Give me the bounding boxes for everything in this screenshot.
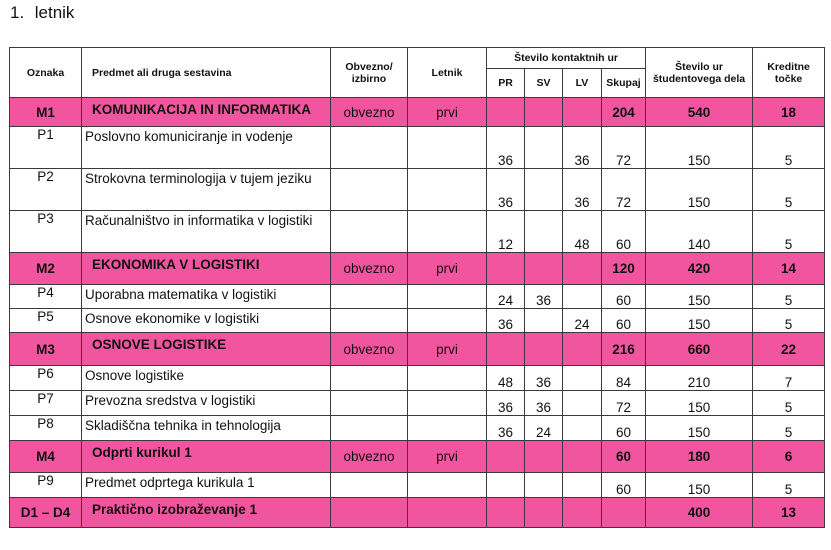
row-total: 60: [602, 416, 646, 441]
row-sv: 36: [525, 391, 563, 416]
header-total: Skupaj: [602, 69, 646, 98]
row-student-hours: 150: [646, 309, 753, 333]
row-total: [602, 498, 646, 528]
row-credits: 5: [753, 285, 825, 309]
header-type: Obvezno/ izbirno: [331, 48, 408, 98]
row-year: [408, 391, 487, 416]
section-heading: [10, 3, 74, 23]
row-total: 60: [602, 211, 646, 253]
row-credits: 5: [753, 127, 825, 169]
row-code: P3: [10, 211, 82, 253]
row-total: 60: [602, 441, 646, 473]
row-pr: [487, 498, 525, 528]
row-code: P7: [10, 391, 82, 416]
row-student-hours: 420: [646, 253, 753, 285]
row-sv: [525, 169, 563, 211]
row-credits: 5: [753, 309, 825, 333]
row-pr: 36: [487, 127, 525, 169]
row-total: 204: [602, 98, 646, 127]
row-sv: [525, 309, 563, 333]
subject-row: [10, 285, 825, 309]
row-pr: 24: [487, 285, 525, 309]
row-type: obvezno: [331, 98, 408, 127]
row-name: Praktično izobraževanje 1: [82, 498, 331, 528]
row-pr: [487, 253, 525, 285]
row-pr: 36: [487, 391, 525, 416]
subject-row: [10, 169, 825, 211]
row-sv: 36: [525, 285, 563, 309]
row-total: 72: [602, 169, 646, 211]
row-pr: 12: [487, 211, 525, 253]
row-sv: [525, 211, 563, 253]
row-lv: [563, 366, 602, 391]
row-year: [408, 127, 487, 169]
row-name: Predmet odprtega kurikula 1: [82, 473, 331, 498]
row-pr: 36: [487, 309, 525, 333]
row-lv: [563, 416, 602, 441]
row-type: [331, 127, 408, 169]
row-lv: [563, 441, 602, 473]
row-student-hours: 150: [646, 391, 753, 416]
row-lv: [563, 253, 602, 285]
row-student-hours: 150: [646, 127, 753, 169]
row-code: P9: [10, 473, 82, 498]
row-student-hours: 540: [646, 98, 753, 127]
subject-row: [10, 416, 825, 441]
row-total: 60: [602, 309, 646, 333]
header-year: Letnik: [408, 48, 487, 98]
row-year: [408, 169, 487, 211]
row-student-hours: 140: [646, 211, 753, 253]
row-year: [408, 498, 487, 528]
row-sv: [525, 333, 563, 366]
table-header: [10, 48, 825, 98]
row-code: P4: [10, 285, 82, 309]
row-student-hours: 150: [646, 169, 753, 211]
row-code: M2: [10, 253, 82, 285]
row-type: obvezno: [331, 253, 408, 285]
row-pr: 36: [487, 169, 525, 211]
row-code: M1: [10, 98, 82, 127]
subject-row: [10, 127, 825, 169]
section-title: letnik: [34, 3, 75, 22]
row-credits: 6: [753, 441, 825, 473]
row-sv: [525, 473, 563, 498]
row-year: prvi: [408, 441, 487, 473]
row-total: 72: [602, 391, 646, 416]
row-pr: [487, 473, 525, 498]
row-lv: [563, 333, 602, 366]
row-name: Računalništvo in informatika v logistiki: [82, 211, 331, 253]
row-pr: [487, 441, 525, 473]
row-type: obvezno: [331, 441, 408, 473]
row-sv: [525, 98, 563, 127]
subject-row: [10, 309, 825, 333]
row-student-hours: 180: [646, 441, 753, 473]
row-sv: 36: [525, 366, 563, 391]
row-credits: 5: [753, 416, 825, 441]
row-name: Odprti kurikul 1: [82, 441, 331, 473]
row-credits: 5: [753, 473, 825, 498]
row-student-hours: 150: [646, 473, 753, 498]
row-credits: 5: [753, 211, 825, 253]
row-student-hours: 150: [646, 416, 753, 441]
row-sv: [525, 253, 563, 285]
subject-row: [10, 391, 825, 416]
row-student-hours: 400: [646, 498, 753, 528]
table-body: [10, 98, 825, 528]
row-name: Skladiščna tehnika in tehnologija: [82, 416, 331, 441]
row-total: 216: [602, 333, 646, 366]
row-credits: 13: [753, 498, 825, 528]
row-sv: [525, 498, 563, 528]
row-code: P8: [10, 416, 82, 441]
header-sv: SV: [525, 69, 563, 98]
row-student-hours: 150: [646, 285, 753, 309]
row-type: [331, 169, 408, 211]
header-lv: LV: [563, 69, 602, 98]
module-row: [10, 333, 825, 366]
header-credits: Kreditne točke: [753, 48, 825, 98]
row-type: [331, 309, 408, 333]
row-code: P2: [10, 169, 82, 211]
row-year: [408, 366, 487, 391]
row-lv: [563, 498, 602, 528]
row-lv: [563, 98, 602, 127]
row-name: Uporabna matematika v logistiki: [82, 285, 331, 309]
row-credits: 22: [753, 333, 825, 366]
row-type: [331, 366, 408, 391]
row-year: [408, 473, 487, 498]
row-lv: 36: [563, 127, 602, 169]
row-credits: 18: [753, 98, 825, 127]
row-name: EKONOMIKA V LOGISTIKI: [82, 253, 331, 285]
row-total: 60: [602, 285, 646, 309]
row-sv: [525, 441, 563, 473]
row-pr: [487, 98, 525, 127]
row-lv: 36: [563, 169, 602, 211]
row-name: Poslovno komuniciranje in vodenje: [82, 127, 331, 169]
row-sv: 24: [525, 416, 563, 441]
row-name: Prevozna sredstva v logistiki: [82, 391, 331, 416]
row-student-hours: 660: [646, 333, 753, 366]
row-year: [408, 211, 487, 253]
row-type: [331, 391, 408, 416]
header-code: Oznaka: [10, 48, 82, 98]
row-total: 60: [602, 473, 646, 498]
row-name: KOMUNIKACIJA IN INFORMATIKA: [82, 98, 331, 127]
header-student-hours: Število ur študentovega dela: [646, 48, 753, 98]
row-lv: [563, 473, 602, 498]
row-sv: [525, 127, 563, 169]
row-year: prvi: [408, 333, 487, 366]
row-name: OSNOVE LOGISTIKE: [82, 333, 331, 366]
module-row: [10, 253, 825, 285]
module-row: [10, 498, 825, 528]
row-type: [331, 498, 408, 528]
row-total: 84: [602, 366, 646, 391]
row-pr: 48: [487, 366, 525, 391]
module-row: [10, 98, 825, 127]
row-name: Osnove ekonomike v logistiki: [82, 309, 331, 333]
row-credits: 7: [753, 366, 825, 391]
row-credits: 5: [753, 169, 825, 211]
row-student-hours: 210: [646, 366, 753, 391]
row-type: [331, 285, 408, 309]
row-lv: 24: [563, 309, 602, 333]
row-year: [408, 285, 487, 309]
row-credits: 5: [753, 391, 825, 416]
subject-row: [10, 366, 825, 391]
curriculum-table: [9, 47, 825, 528]
row-pr: 36: [487, 416, 525, 441]
row-lv: [563, 285, 602, 309]
row-type: [331, 211, 408, 253]
section-number: 1.: [10, 3, 25, 22]
row-year: prvi: [408, 98, 487, 127]
row-year: [408, 416, 487, 441]
header-pr: PR: [487, 69, 525, 98]
row-code: M3: [10, 333, 82, 366]
row-code: M4: [10, 441, 82, 473]
row-code: P5: [10, 309, 82, 333]
subject-row: [10, 211, 825, 253]
row-name: Osnove logistike: [82, 366, 331, 391]
row-lv: [563, 391, 602, 416]
row-type: [331, 473, 408, 498]
row-type: obvezno: [331, 333, 408, 366]
header-subject: Predmet ali druga sestavina: [82, 48, 331, 98]
row-name: Strokovna terminologija v tujem jeziku: [82, 169, 331, 211]
row-total: 120: [602, 253, 646, 285]
subject-row: [10, 473, 825, 498]
row-lv: 48: [563, 211, 602, 253]
row-total: 72: [602, 127, 646, 169]
row-type: [331, 416, 408, 441]
module-row: [10, 441, 825, 473]
row-year: [408, 309, 487, 333]
row-code: P1: [10, 127, 82, 169]
header-contact-hours: Število kontaktnih ur: [487, 48, 646, 69]
row-code: D1 – D4: [10, 498, 82, 528]
row-year: prvi: [408, 253, 487, 285]
row-credits: 14: [753, 253, 825, 285]
row-pr: [487, 333, 525, 366]
row-code: P6: [10, 366, 82, 391]
